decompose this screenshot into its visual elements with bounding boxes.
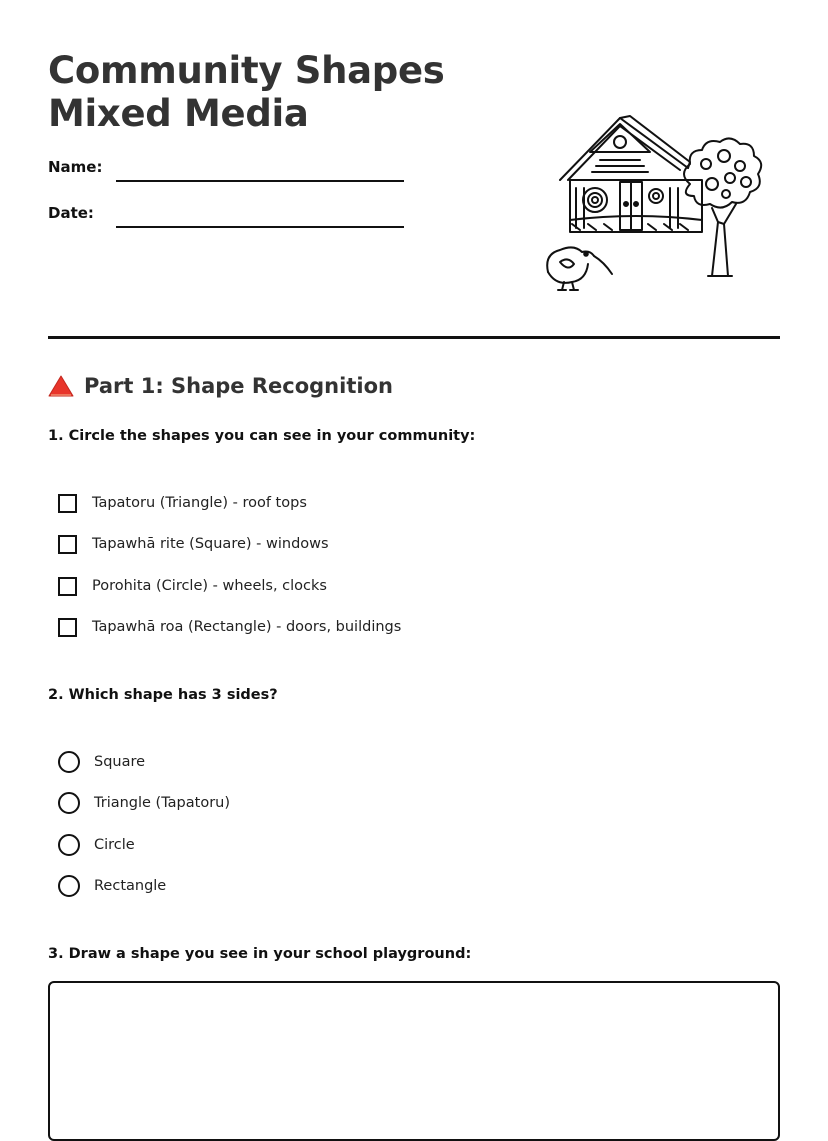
radio-option-triangle[interactable] (58, 791, 230, 815)
header-divider (48, 336, 780, 339)
date-label: Date: (48, 204, 94, 222)
option-label: Tapawhā rite (Square) - windows (92, 536, 329, 552)
option-label: Rectangle (94, 878, 167, 894)
section-title-text: Part 1: Shape Recognition (84, 374, 393, 398)
name-field[interactable] (116, 180, 404, 182)
drawing-area[interactable] (48, 981, 780, 1141)
checkbox[interactable] (58, 618, 77, 637)
option-label: Square (94, 754, 146, 770)
question-2-prompt: 2. Which shape has 3 sides? (48, 687, 278, 703)
checkbox[interactable] (58, 535, 77, 554)
checkbox[interactable] (58, 494, 77, 513)
date-field[interactable] (116, 226, 404, 228)
marae-house-tree-kiwi-illustration (540, 112, 770, 294)
warning-triangle-icon (48, 375, 74, 397)
option-label: Porohita (Circle) - wheels, clocks (92, 578, 327, 594)
radio-button[interactable] (58, 875, 80, 897)
worksheet-title (48, 49, 445, 135)
name-label: Name: (48, 158, 103, 176)
checkbox-option-circle[interactable] (58, 574, 327, 598)
option-label: Tapawhā roa (Rectangle) - doors, buildings (92, 619, 402, 635)
title-line-1: Community Shapes (48, 49, 445, 92)
radio-option-rectangle[interactable] (58, 874, 166, 898)
option-label: Circle (94, 837, 135, 853)
radio-button[interactable] (58, 751, 80, 773)
question-1-prompt: 1. Circle the shapes you can see in your community: (48, 428, 476, 444)
option-label: Triangle (Tapatoru) (94, 795, 231, 811)
question-3-prompt: 3. Draw a shape you see in your school playground: (48, 946, 472, 962)
radio-button[interactable] (58, 834, 80, 856)
checkbox[interactable] (58, 577, 77, 596)
checkbox-option-rectangle[interactable] (58, 615, 401, 639)
radio-option-square[interactable] (58, 750, 145, 774)
title-line-2: Mixed Media (48, 92, 309, 135)
radio-option-circle[interactable] (58, 833, 135, 857)
option-label: Tapatoru (Triangle) - roof tops (92, 495, 307, 511)
section-title-part-1 (48, 374, 393, 398)
checkbox-option-square[interactable] (58, 532, 329, 556)
radio-button[interactable] (58, 792, 80, 814)
checkbox-option-triangle[interactable] (58, 491, 307, 515)
